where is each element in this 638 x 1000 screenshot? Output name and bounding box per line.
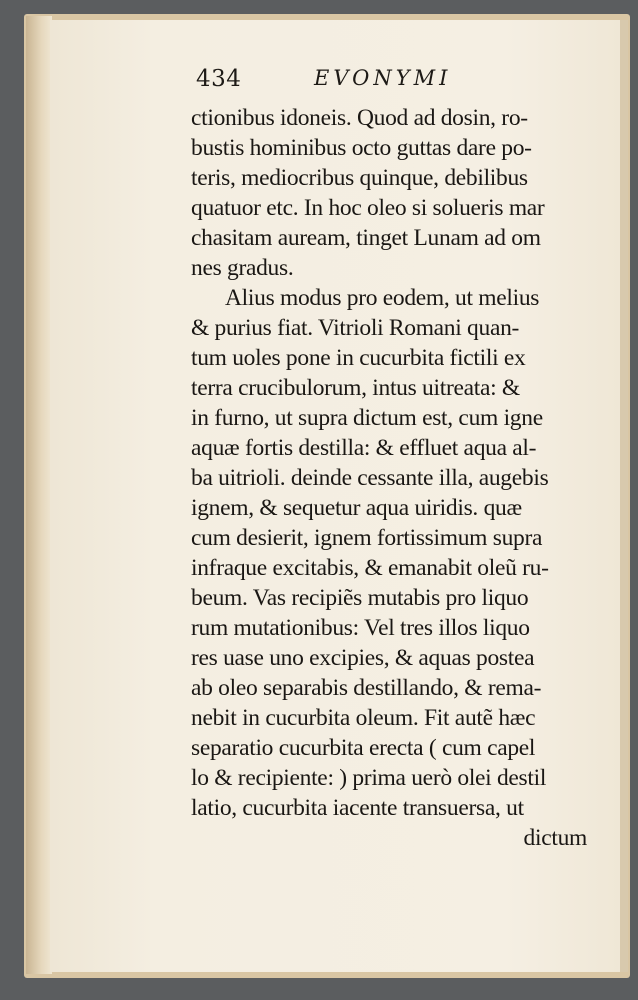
- body-text: [191, 103, 601, 853]
- text-line: cum desierit, ignem fortissimum supra: [191, 525, 543, 551]
- text-line: ignem, & sequetur aqua uiridis. quæ: [191, 495, 522, 521]
- text-line: rum mutationibus: Vel tres illos liquo: [191, 615, 530, 641]
- text-line: in furno, ut supra dictum est, cum igne: [191, 405, 543, 431]
- text-line: ab oleo separabis destillando, & rema-: [191, 675, 542, 701]
- page-number: 434: [196, 66, 242, 92]
- text-line: bustis hominibus octo guttas dare po-: [191, 135, 532, 161]
- text-line: nes gradus.: [191, 255, 294, 281]
- text-line: separatio cucurbita erecta ( cum capel: [191, 735, 536, 761]
- text-line: latio, cucurbita iacente transuersa, ut: [191, 795, 524, 821]
- text-line: res uase uno excipies, & aquas postea: [191, 645, 535, 671]
- text-line: beum. Vas recipiẽs mutabis pro liquo: [191, 585, 529, 611]
- text-line: tum uoles pone in cucurbita fictili ex: [191, 345, 526, 371]
- text-line: teris, mediocribus quinque, debilibus: [191, 165, 528, 191]
- running-head: EVONYMI: [314, 66, 452, 90]
- text-line: ctionibus idoneis. Quod ad dosin, ro-: [191, 105, 528, 131]
- text-line: terra crucibulorum, intus uitreata: &: [191, 375, 520, 401]
- text-line: nebit in cucurbita oleum. Fit autẽ hæc: [191, 705, 536, 731]
- page-gutter-edge: [26, 16, 52, 974]
- catchword: dictum: [523, 825, 587, 851]
- text-line: ba uitrioli. deinde cessante illa, augebis: [191, 465, 549, 491]
- page-fore-edge: [620, 20, 628, 972]
- page-header: [196, 66, 606, 100]
- text-line: aquæ fortis destilla: & effluet aqua al-: [191, 435, 537, 461]
- text-line: & purius fiat. Vitrioli Romani quan-: [191, 315, 520, 341]
- text-line: infraque excitabis, & emanabit oleũ ru-: [191, 555, 549, 581]
- text-line: Alius modus pro eodem, ut melius: [225, 285, 540, 311]
- text-line: lo & recipiente: ) prima uerò olei destil: [191, 765, 547, 791]
- text-line: chasitam auream, tinget Lunam ad om: [191, 225, 541, 251]
- text-line: quatuor etc. In hoc oleo si solueris mar: [191, 195, 545, 221]
